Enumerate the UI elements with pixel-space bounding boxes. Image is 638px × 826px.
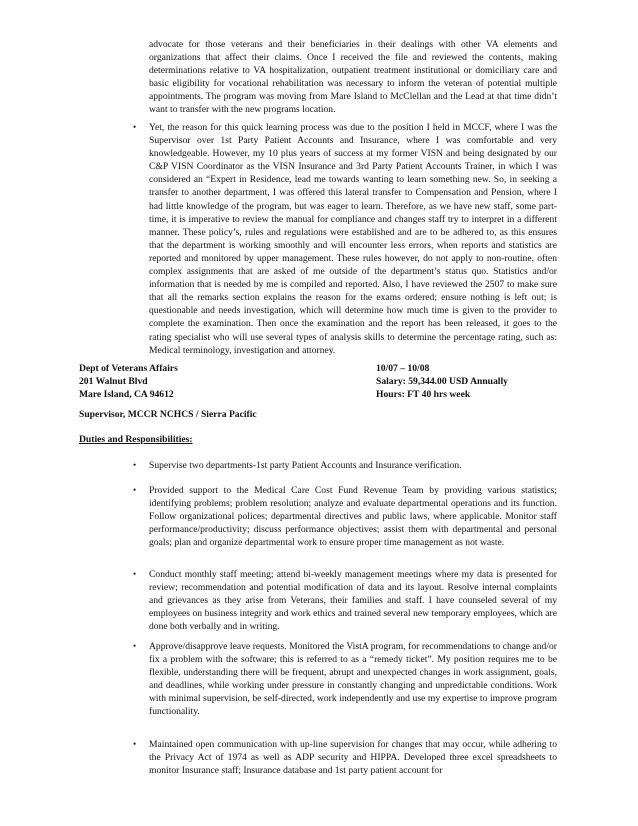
employer-city: Mare Island, CA 94612 bbox=[79, 389, 174, 400]
employment-hours: Hours: FT 40 hrs week bbox=[376, 389, 471, 400]
duty-item: Approve/disapprove leave requests. Monitored the VistA program, for recommendations to change and/or fix a problem with the software; this is referred to as a “remedy ticket”. My position requires me to be flexible, understanding there will be frequent, abrupt and unexpected changes in work assignment, goals, and deadlines, while working under pressure in constantly changing and unpredictable conditions. Work with minimal supervision, be self-directed, work independently and use my expertise to improve program functionality. bbox=[149, 641, 557, 718]
employer-street: 201 Walnut Blvd bbox=[79, 376, 148, 387]
employment-salary: Salary: 59,344.00 USD Annually bbox=[376, 376, 508, 387]
continuation-paragraph: advocate for those veterans and their beneficiaries in their dealings with other VA elements and organizations that affect their claims. Once I received the file and reviewed the contents, making determinations relative to VA hospitalization, outpatient treatment institutional or domiciliary care and basic eligibility for vocational rehabilitation was necessary to inform the veteran of potential multiple appointments. The program was moving from Mare Island to McClellan and the Lead at that time didn’t want to transfer with the new programs location. bbox=[149, 39, 557, 116]
duty-item: Conduct monthly staff meeting; attend bi-weekly management meetings where my data is presented for review; recommendation and potential modification of data and its layout. Resolve internal complaints and grievances as they arise from Veterans, their families and staff. I have counseled several of my employees on business integrity and work ethics and trained several new temporary employees, which are done both verbally and in writing. bbox=[149, 569, 557, 633]
duty-item: Maintained open communication with up-line supervision for changes that may occur, while adhering to the Privacy Act of 1974 as well as ADP security and HIPPA. Developed three excel spreadsheets to monitor Insurance staff; Insurance database and 1st party patient account for bbox=[149, 739, 557, 777]
duty-item: Provided support to the Medical Care Cost Fund Revenue Team by providing various statistics; identifying problems; problem resolution; analyze and evaluate departmental operations and its function. Follow organizational polices; departmental directives and public laws, where applicable. Monitor staff performance/productivity; discuss performance objectives; assist them with departmental and personal goals; plan and organize departmental work to ensure proper time management as not waste. bbox=[149, 485, 557, 549]
bullet-icon: • bbox=[133, 569, 137, 579]
bullet-icon: • bbox=[133, 460, 137, 470]
bullet-icon: • bbox=[133, 739, 137, 749]
position-title: Supervisor, MCCR NCHCS / Sierra Pacific bbox=[79, 409, 257, 420]
employer-name: Dept of Veterans Affairs bbox=[79, 363, 178, 374]
bullet-icon: • bbox=[133, 122, 137, 132]
bullet-icon: • bbox=[133, 641, 137, 651]
employment-dates: 10/07 – 10/08 bbox=[376, 363, 430, 374]
duties-heading: Duties and Responsibilities: bbox=[79, 434, 193, 445]
bullet-icon: • bbox=[133, 485, 137, 495]
duty-item: Supervise two departments-1st party Patient Accounts and Insurance verification. bbox=[149, 460, 462, 471]
bullet-paragraph: Yet, the reason for this quick learning process was due to the position I held in MCCF, where I was the Supervisor over 1st Party Patient Accounts and Insurance, where I was comfortable and very knowledgeable. However, my 10 plus years of success at my former VISN and being designated by our C&P VISN Coordinator as the VISN Insurance and 3rd Party Patient Accounts Trainer, in which I was considered an “Expert in Residence, lead me towards wanting to learn something new. So, in seeking a transfer to another department, I was offered this lateral transfer to Compensation and Pension, where I had little knowledge of the program, but was eager to learn. Therefore, as we have new staff, some part-time, it is imperative to review the manual for compliance and changes staff try to interpret in a different manner. These policy’s, rules and regulations were established and are to be adhered to, as this ensures that the department is working smoothly and will encounter less errors, when reports and statistics are reported and monitored by upper management. These rules however, do not apply to non-routine, often complex assignments that are asked of me outside of the department’s status quo. Statistics and/or information that is needed by me is compiled and reported. Also, I have reviewed the 2507 to make sure that all the remarks section explains the reason for the exams ordered; ensure nothing is left out; is questionable and needs investigation, which will determine how much time is given to the provider to complete the examination. Then once the examination and the report has been released, it goes to the rating specialist who will use several types of analysis skills to determine the percentage rating, such as: Medical terminology, investigation and attorney. bbox=[149, 122, 557, 356]
